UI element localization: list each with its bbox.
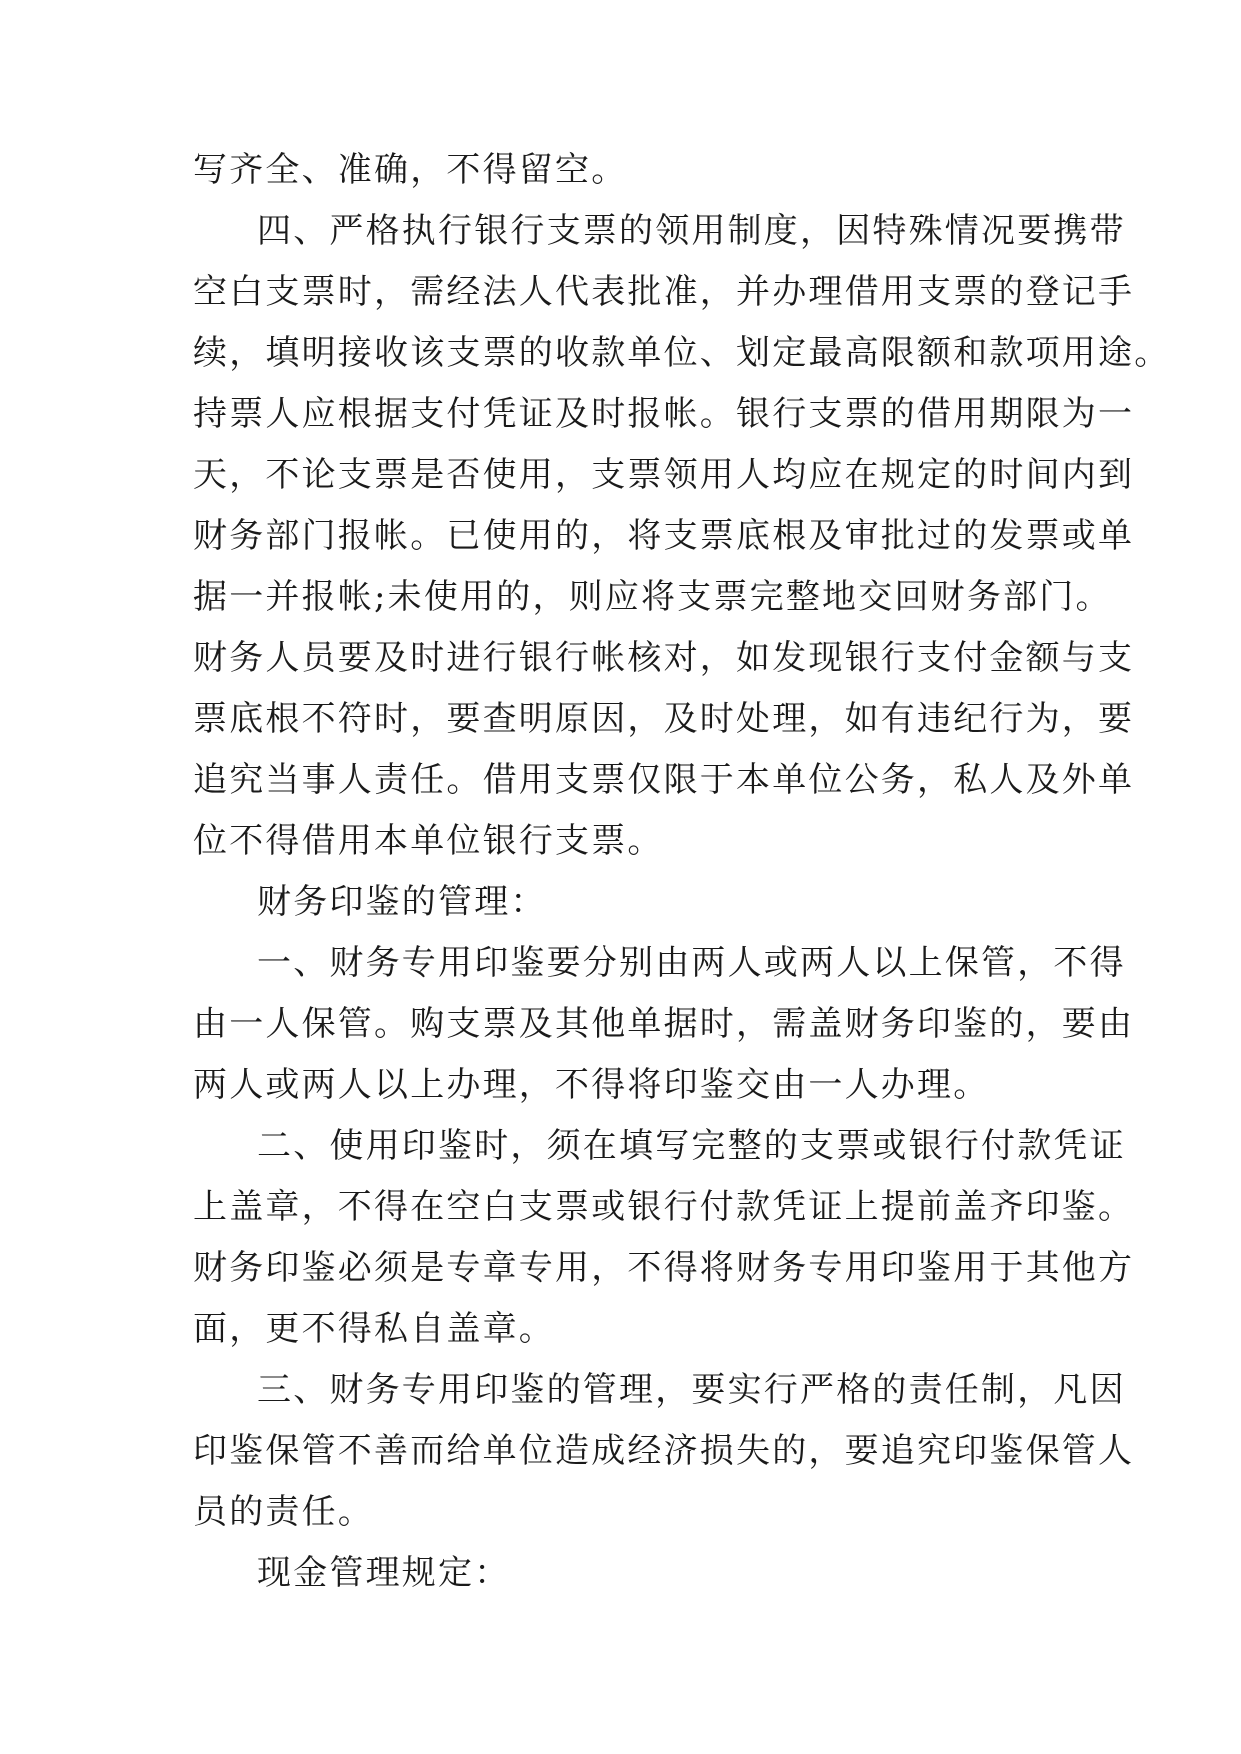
paragraph-start-line: 一、财务专用印鉴要分别由两人或两人以上保管，不得 <box>257 943 1126 983</box>
paragraph-start-line: 四、严格执行银行支票的领用制度，因特殊情况要携带 <box>257 211 1126 251</box>
text-line: 员的责任。 <box>193 1492 374 1532</box>
text-line: 财务部门报帐。已使用的，将支票底根及审批过的发票或单 <box>193 516 1135 556</box>
text-line: 续，填明接收该支票的收款单位、划定最高限额和款项用途。 <box>193 333 1171 373</box>
text-line: 追究当事人责任。借用支票仅限于本单位公务，私人及外单 <box>193 760 1135 800</box>
section-heading: 现金管理规定： <box>257 1553 511 1593</box>
section-heading: 财务印鉴的管理： <box>257 882 547 922</box>
text-line: 由一人保管。购支票及其他单据时，需盖财务印鉴的，要由 <box>193 1004 1135 1044</box>
text-line: 印鉴保管不善而给单位造成经济损失的，要追究印鉴保管人 <box>193 1431 1135 1471</box>
document-page <box>193 140 1171 1604</box>
text-line: 两人或两人以上办理，不得将印鉴交由一人办理。 <box>193 1065 990 1105</box>
text-line: 位不得借用本单位银行支票。 <box>193 821 664 861</box>
text-line: 票底根不符时，要查明原因，及时处理，如有违纪行为，要 <box>193 699 1135 739</box>
text-line: 空白支票时，需经法人代表批准，并办理借用支票的登记手 <box>193 272 1135 312</box>
text-line: 财务人员要及时进行银行帐核对，如发现银行支付金额与支 <box>193 638 1135 678</box>
text-line: 持票人应根据支付凭证及时报帐。银行支票的借用期限为一 <box>193 394 1135 434</box>
text-line: 面，更不得私自盖章。 <box>193 1309 555 1349</box>
paragraph-start-line: 三、财务专用印鉴的管理，要实行严格的责任制，凡因 <box>257 1370 1126 1410</box>
text-line: 天，不论支票是否使用，支票领用人均应在规定的时间内到 <box>193 455 1135 495</box>
text-line: 据一并报帐;未使用的，则应将支票完整地交回财务部门。 <box>193 577 1112 617</box>
paragraph-start-line: 二、使用印鉴时，须在填写完整的支票或银行付款凭证 <box>257 1126 1126 1166</box>
text-line: 上盖章，不得在空白支票或银行付款凭证上提前盖齐印鉴。 <box>193 1187 1135 1227</box>
text-line: 财务印鉴必须是专章专用，不得将财务专用印鉴用于其他方 <box>193 1248 1135 1288</box>
text-line: 写齐全、准确，不得留空。 <box>193 150 628 190</box>
